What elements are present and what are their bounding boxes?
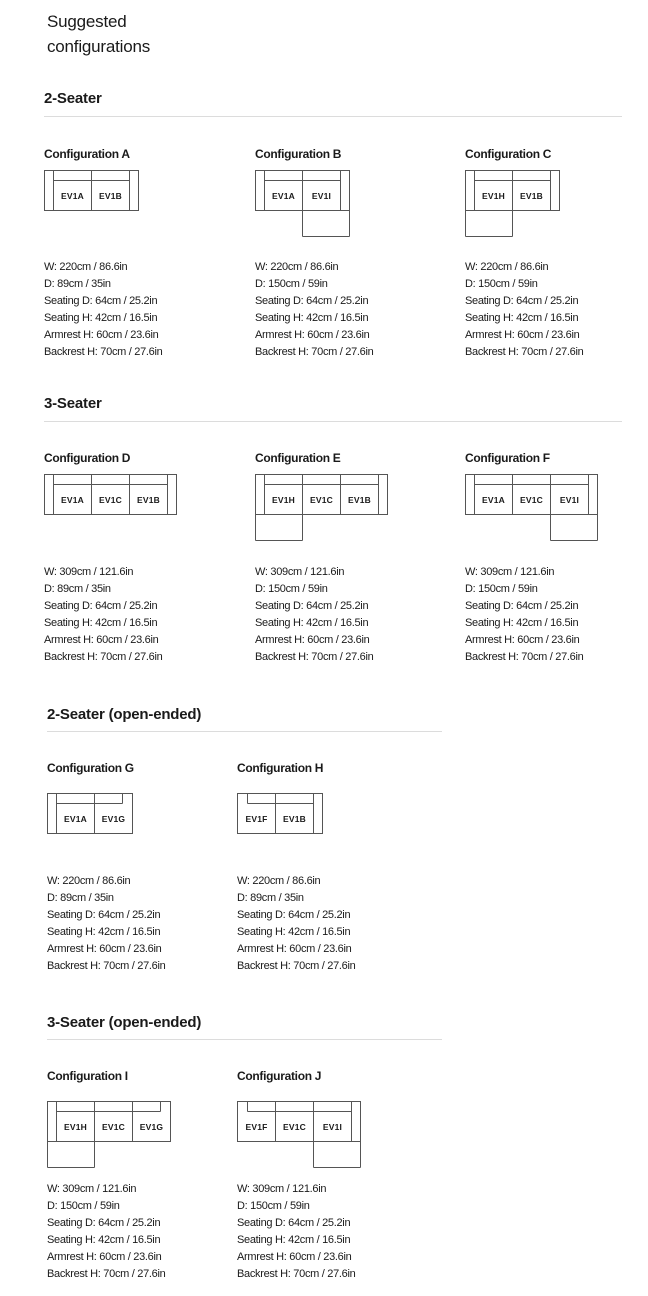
spec-line: Backrest H: 70cm / 27.6in (44, 346, 163, 358)
config-title: Configuration B (255, 147, 342, 161)
module-label: EV1H (481, 191, 506, 201)
spec-line: Seating D: 64cm / 25.2in (47, 1217, 161, 1229)
section-divider (44, 116, 622, 117)
spec-line: D: 150cm / 59in (255, 583, 328, 595)
config-specs (47, 1181, 165, 1283)
config-card-h (237, 760, 437, 972)
sofa-diagram (44, 474, 178, 516)
spec-line: Seating H: 42cm / 16.5in (47, 1234, 161, 1246)
spec-line: Backrest H: 70cm / 27.6in (465, 346, 584, 358)
config-title: Configuration C (465, 147, 552, 161)
spec-line: Seating D: 64cm / 25.2in (255, 295, 369, 307)
config-title: Configuration H (237, 761, 324, 775)
sofa-diagram-svg (47, 793, 134, 835)
spec-line: Backrest H: 70cm / 27.6in (47, 1268, 166, 1280)
spec-line: Seating D: 64cm / 25.2in (237, 909, 351, 921)
spec-line: D: 150cm / 59in (255, 278, 328, 290)
config-title: Configuration A (44, 147, 130, 161)
spec-line: W: 220cm / 86.6in (465, 261, 549, 273)
spec-line: W: 220cm / 86.6in (237, 875, 321, 887)
spec-line: D: 150cm / 59in (47, 1200, 120, 1212)
spec-line: W: 309cm / 121.6in (465, 566, 555, 578)
module-label: EV1B (136, 495, 161, 505)
module-label: EV1C (282, 1122, 307, 1132)
spec-line: Seating H: 42cm / 16.5in (47, 926, 161, 938)
spec-line: Armrest H: 60cm / 23.6in (255, 634, 370, 646)
config-card-f (465, 450, 648, 663)
section-divider (47, 1039, 442, 1040)
spec-line: Armrest H: 60cm / 23.6in (237, 943, 352, 955)
config-specs (465, 564, 583, 666)
module-label: EV1B (282, 814, 307, 824)
sofa-diagram-svg (237, 793, 324, 835)
module-label: EV1F (245, 814, 268, 824)
spec-line: Armrest H: 60cm / 23.6in (47, 943, 162, 955)
spec-line: D: 89cm / 35in (237, 892, 304, 904)
spec-line: Backrest H: 70cm / 27.6in (465, 651, 584, 663)
page-title-line-2: configurations (47, 37, 151, 56)
spec-line: D: 89cm / 35in (44, 278, 111, 290)
module-label: EV1A (481, 495, 506, 505)
spec-line: Seating D: 64cm / 25.2in (44, 295, 158, 307)
spec-line: Armrest H: 60cm / 23.6in (465, 634, 580, 646)
spec-line: Seating H: 42cm / 16.5in (465, 312, 579, 324)
spec-line: W: 309cm / 121.6in (237, 1183, 327, 1195)
module-label: EV1A (60, 495, 85, 505)
module-label: EV1I (311, 191, 332, 201)
spec-line: Seating D: 64cm / 25.2in (465, 600, 579, 612)
module-label: EV1A (60, 191, 85, 201)
spec-line: Armrest H: 60cm / 23.6in (44, 329, 159, 341)
spec-line: Seating H: 42cm / 16.5in (237, 926, 351, 938)
module-label: EV1G (101, 814, 126, 824)
section-title: 2-Seater (open-ended) (47, 706, 202, 723)
module-label: EV1A (63, 814, 88, 824)
module-label: EV1G (139, 1122, 164, 1132)
module-label: EV1I (322, 1122, 343, 1132)
sofa-diagram-svg (237, 1101, 362, 1169)
spec-line: Seating D: 64cm / 25.2in (237, 1217, 351, 1229)
sofa-diagram (237, 793, 324, 835)
config-specs (255, 564, 373, 666)
spec-line: Backrest H: 70cm / 27.6in (44, 651, 163, 663)
spec-line: Backrest H: 70cm / 27.6in (255, 346, 374, 358)
spec-line: D: 150cm / 59in (465, 278, 538, 290)
config-card-d (44, 450, 244, 663)
sofa-diagram-svg (44, 170, 140, 212)
module-label: EV1B (98, 191, 123, 201)
config-specs (465, 259, 583, 361)
spec-line: Backrest H: 70cm / 27.6in (255, 651, 374, 663)
config-specs (237, 873, 355, 975)
sofa-diagram (47, 793, 134, 835)
sofa-diagram (255, 474, 389, 542)
spec-line: W: 220cm / 86.6in (44, 261, 128, 273)
section-divider (44, 421, 622, 422)
page-title (47, 9, 247, 59)
config-card-c (465, 146, 648, 358)
config-title: Configuration D (44, 451, 131, 465)
module-label: EV1C (519, 495, 544, 505)
spec-line: Seating H: 42cm / 16.5in (44, 617, 158, 629)
spec-line: Seating H: 42cm / 16.5in (237, 1234, 351, 1246)
spec-line: Armrest H: 60cm / 23.6in (465, 329, 580, 341)
spec-line: Seating H: 42cm / 16.5in (465, 617, 579, 629)
spec-line: Seating H: 42cm / 16.5in (255, 312, 369, 324)
config-card-i (47, 1068, 247, 1280)
sofa-diagram (44, 170, 140, 212)
spec-line: Seating D: 64cm / 25.2in (47, 909, 161, 921)
sofa-diagram (255, 170, 351, 238)
spec-line: D: 89cm / 35in (44, 583, 111, 595)
spec-line: Seating D: 64cm / 25.2in (465, 295, 579, 307)
spec-line: W: 220cm / 86.6in (255, 261, 339, 273)
config-card-a (44, 146, 244, 358)
spec-line: D: 150cm / 59in (237, 1200, 310, 1212)
module-label: EV1C (309, 495, 334, 505)
page-title-line-1: Suggested (47, 12, 127, 31)
spec-line: W: 309cm / 121.6in (47, 1183, 137, 1195)
spec-line: W: 309cm / 121.6in (44, 566, 134, 578)
section-title: 3-Seater (open-ended) (47, 1014, 202, 1031)
spec-line: Backrest H: 70cm / 27.6in (237, 1268, 356, 1280)
spec-line: Armrest H: 60cm / 23.6in (44, 634, 159, 646)
sofa-diagram-svg (255, 474, 389, 542)
spec-line: D: 150cm / 59in (465, 583, 538, 595)
module-label: EV1F (245, 1122, 268, 1132)
spec-line: Armrest H: 60cm / 23.6in (47, 1251, 162, 1263)
config-title: Configuration E (255, 451, 341, 465)
sofa-diagram (465, 474, 599, 542)
spec-line: Backrest H: 70cm / 27.6in (47, 960, 166, 972)
sofa-diagram-svg (44, 474, 178, 516)
module-label: EV1C (98, 495, 123, 505)
config-card-g (47, 760, 247, 972)
spec-line: Seating D: 64cm / 25.2in (255, 600, 369, 612)
config-specs (47, 873, 165, 975)
spec-line: Seating H: 42cm / 16.5in (255, 617, 369, 629)
spec-line: Armrest H: 60cm / 23.6in (255, 329, 370, 341)
module-label: EV1B (519, 191, 544, 201)
section-title: 2-Seater (44, 90, 102, 107)
module-label: EV1A (271, 191, 296, 201)
module-label: EV1I (559, 495, 580, 505)
sofa-diagram-svg (465, 474, 599, 542)
config-card-b (255, 146, 455, 358)
sofa-diagram (237, 1101, 362, 1169)
sofa-diagram (465, 170, 561, 238)
config-specs (237, 1181, 355, 1283)
spec-line: Seating H: 42cm / 16.5in (44, 312, 158, 324)
module-label: EV1H (63, 1122, 88, 1132)
config-title: Configuration F (465, 451, 550, 465)
section-title: 3-Seater (44, 395, 102, 412)
sofa-diagram (47, 1101, 172, 1169)
config-specs (255, 259, 373, 361)
module-label: EV1C (101, 1122, 126, 1132)
config-specs (44, 259, 162, 361)
spec-line: Seating D: 64cm / 25.2in (44, 600, 158, 612)
config-title: Configuration J (237, 1069, 322, 1083)
config-title: Configuration G (47, 761, 134, 775)
config-card-e (255, 450, 455, 663)
sofa-diagram-svg (465, 170, 561, 238)
module-label: EV1H (271, 495, 296, 505)
spec-line: D: 89cm / 35in (47, 892, 114, 904)
spec-line: Armrest H: 60cm / 23.6in (237, 1251, 352, 1263)
config-title: Configuration I (47, 1069, 128, 1083)
section-divider (47, 731, 442, 732)
config-specs (44, 564, 162, 666)
spec-line: Backrest H: 70cm / 27.6in (237, 960, 356, 972)
config-card-j (237, 1068, 437, 1280)
sofa-diagram-svg (47, 1101, 172, 1169)
module-label: EV1B (347, 495, 372, 505)
sofa-diagram-svg (255, 170, 351, 238)
spec-line: W: 220cm / 86.6in (47, 875, 131, 887)
spec-line: W: 309cm / 121.6in (255, 566, 345, 578)
